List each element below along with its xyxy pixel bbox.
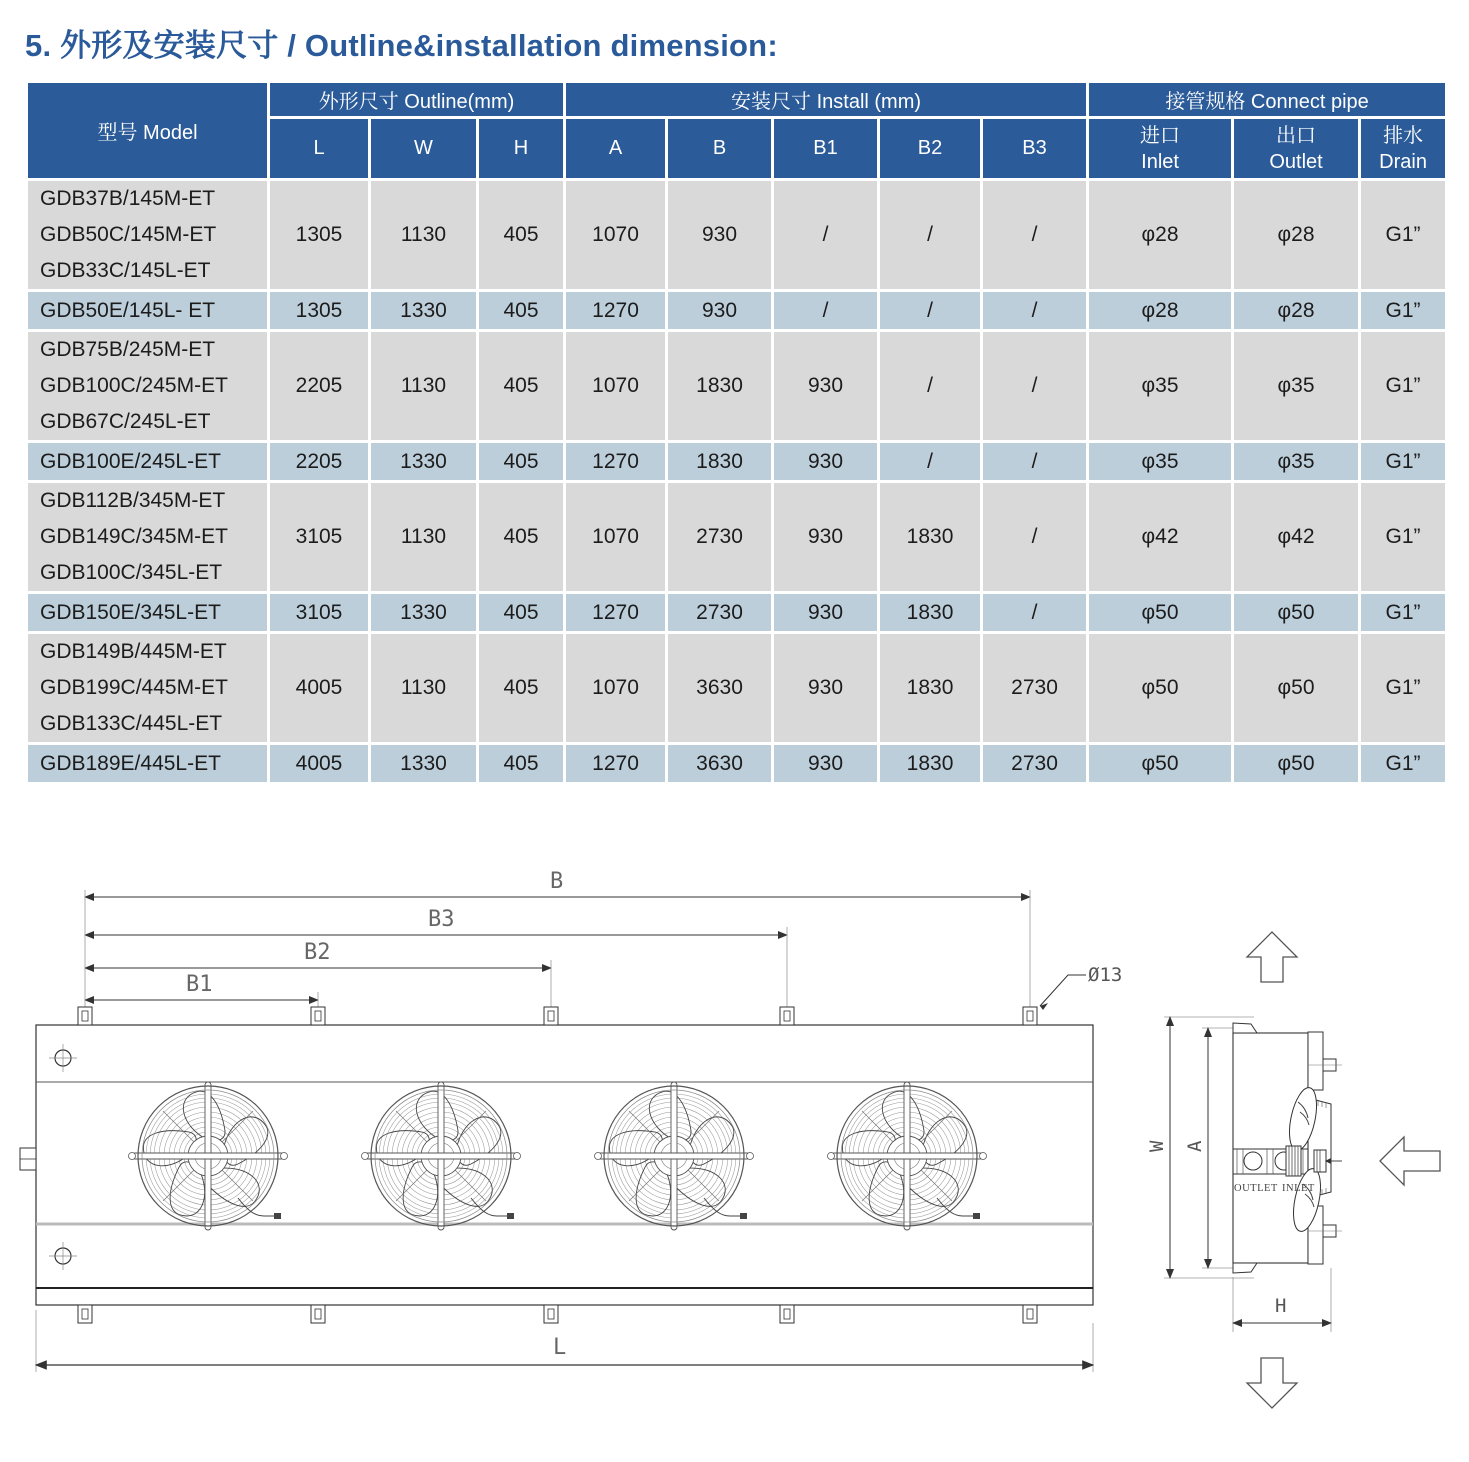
model-names: [27, 744, 269, 784]
model-name: GDB33C/145L-ET: [40, 259, 211, 282]
cell-b1: 930: [773, 331, 879, 442]
dim-label-b2: B2: [304, 940, 331, 965]
cell-l: 4005: [269, 633, 370, 744]
model-names: [27, 442, 269, 482]
cell-l: 1305: [269, 291, 370, 331]
model-names: [27, 633, 269, 744]
col-header-model: 型号 Model: [27, 82, 269, 180]
table-row: [27, 593, 1447, 633]
cell-w: 1130: [370, 180, 478, 291]
cell-w: 1130: [370, 331, 478, 442]
col-header-b2: B2: [879, 118, 982, 180]
col-header-outlet: [1233, 118, 1360, 180]
col-header-b: B: [667, 118, 773, 180]
dim-label-h: H: [1275, 1295, 1287, 1317]
cell-h: 405: [478, 744, 565, 784]
table-row: [27, 633, 1447, 744]
outlet-zh: 出口: [1276, 124, 1317, 147]
cell-w: 1330: [370, 744, 478, 784]
cell-outlet: φ28: [1233, 180, 1360, 291]
cell-b1: 930: [773, 633, 879, 744]
cell-b: 1830: [667, 331, 773, 442]
cell-inlet: φ50: [1088, 744, 1233, 784]
table-row: [27, 482, 1447, 593]
dim-label-a: A: [1184, 1140, 1206, 1152]
cell-b3: /: [982, 593, 1088, 633]
model-name: GDB50E/145L- ET: [40, 298, 216, 322]
cell-h: 405: [478, 291, 565, 331]
table-row: [27, 442, 1447, 482]
model-name: GDB67C/245L-ET: [40, 410, 211, 433]
cell-drain: G1”: [1360, 291, 1447, 331]
cell-l: 3105: [269, 593, 370, 633]
cell-outlet: φ50: [1233, 633, 1360, 744]
dim-label-w: W: [1146, 1140, 1168, 1152]
cell-b2: 1830: [879, 482, 982, 593]
col-header-l: L: [269, 118, 370, 180]
model-names: [27, 331, 269, 442]
cell-b2: 1830: [879, 744, 982, 784]
drain-en: Drain: [1379, 150, 1427, 173]
model-name: GDB100C/245M-ET: [40, 374, 228, 397]
cell-b1: 930: [773, 593, 879, 633]
cell-inlet: φ42: [1088, 482, 1233, 593]
side-view: [1146, 932, 1440, 1408]
cell-h: 405: [478, 593, 565, 633]
cell-b2: /: [879, 442, 982, 482]
cell-inlet: φ35: [1088, 331, 1233, 442]
cell-b3: 2730: [982, 744, 1088, 784]
cell-drain: G1”: [1360, 442, 1447, 482]
dim-l-group: [36, 1310, 1093, 1372]
dimension-table: [25, 80, 1448, 785]
cell-outlet: φ35: [1233, 331, 1360, 442]
table-row: [27, 291, 1447, 331]
cell-a: 1270: [565, 291, 667, 331]
model-name: GDB112B/345M-ET: [40, 489, 226, 512]
cell-a: 1070: [565, 180, 667, 291]
cell-outlet: φ35: [1233, 442, 1360, 482]
cell-b: 930: [667, 291, 773, 331]
cell-b2: 1830: [879, 633, 982, 744]
front-view-dimensions: [85, 897, 1030, 1000]
extension-lines: [85, 890, 1030, 1008]
cell-outlet: φ50: [1233, 744, 1360, 784]
cell-b: 3630: [667, 744, 773, 784]
cell-outlet: φ50: [1233, 593, 1360, 633]
dim-label-b1: B1: [186, 972, 213, 997]
cell-inlet: φ50: [1088, 633, 1233, 744]
cell-l: 2205: [269, 331, 370, 442]
cell-a: 1070: [565, 482, 667, 593]
cell-b: 930: [667, 180, 773, 291]
model-name: GDB75B/245M-ET: [40, 338, 216, 361]
cell-a: 1070: [565, 633, 667, 744]
cell-drain: G1”: [1360, 744, 1447, 784]
model-name: GDB199C/445M-ET: [40, 676, 228, 699]
cell-drain: G1”: [1360, 593, 1447, 633]
technical-drawing: [0, 840, 1469, 1457]
airflow-left-arrow-icon: [1380, 1137, 1440, 1185]
col-header-h: H: [478, 118, 565, 180]
cell-inlet: φ50: [1088, 593, 1233, 633]
airflow-up-arrow-icon: [1247, 932, 1297, 982]
cell-l: 4005: [269, 744, 370, 784]
cell-b2: 1830: [879, 593, 982, 633]
outlet-label: OUTLET: [1234, 1183, 1278, 1194]
drain-zh: 排水: [1383, 124, 1424, 147]
cell-b3: /: [982, 331, 1088, 442]
model-name: GDB100E/245L-ET: [40, 449, 221, 473]
cell-drain: G1”: [1360, 180, 1447, 291]
cell-b3: /: [982, 442, 1088, 482]
cell-h: 405: [478, 180, 565, 291]
col-group-outline: 外形尺寸 Outline(mm): [269, 82, 565, 118]
cell-b: 2730: [667, 482, 773, 593]
cell-b1: /: [773, 291, 879, 331]
cell-drain: G1”: [1360, 633, 1447, 744]
cell-b3: /: [982, 291, 1088, 331]
cell-a: 1070: [565, 331, 667, 442]
dim-label-l: L: [553, 1335, 567, 1360]
cell-w: 1130: [370, 482, 478, 593]
cell-l: 2205: [269, 442, 370, 482]
cell-w: 1130: [370, 633, 478, 744]
cell-a: 1270: [565, 442, 667, 482]
cell-h: 405: [478, 633, 565, 744]
outlet-pipe-icon: [1244, 1152, 1262, 1170]
cell-w: 1330: [370, 442, 478, 482]
outline-drawing-svg: [0, 840, 1469, 1457]
cell-w: 1330: [370, 291, 478, 331]
cell-b2: /: [879, 331, 982, 442]
cell-a: 1270: [565, 744, 667, 784]
model-name: GDB150E/345L-ET: [40, 600, 221, 624]
col-header-b3: B3: [982, 118, 1088, 180]
front-view: [20, 1007, 1093, 1323]
model-name: GDB50C/145M-ET: [40, 223, 217, 246]
airflow-down-arrow-icon: [1247, 1358, 1297, 1408]
inlet-en: Inlet: [1141, 150, 1179, 173]
col-group-pipe: 接管规格 Connect pipe: [1088, 82, 1447, 118]
dim-label-b3: B3: [428, 907, 455, 932]
model-name: GDB149C/345M-ET: [40, 525, 228, 548]
cell-inlet: φ35: [1088, 442, 1233, 482]
cell-outlet: φ42: [1233, 482, 1360, 593]
cell-a: 1270: [565, 593, 667, 633]
model-name: GDB100C/345L-ET: [40, 561, 223, 584]
hole-callout: [1040, 964, 1122, 1010]
cell-l: 3105: [269, 482, 370, 593]
col-header-inlet: [1088, 118, 1233, 180]
cell-inlet: φ28: [1088, 291, 1233, 331]
cell-h: 405: [478, 331, 565, 442]
col-group-install: 安装尺寸 Install (mm): [565, 82, 1088, 118]
cell-b3: /: [982, 482, 1088, 593]
cell-b3: /: [982, 180, 1088, 291]
cell-b3: 2730: [982, 633, 1088, 744]
cell-inlet: φ28: [1088, 180, 1233, 291]
model-names: [27, 482, 269, 593]
cell-b1: /: [773, 180, 879, 291]
dim-label-b: B: [550, 869, 564, 894]
model-name: GDB149B/445M-ET: [40, 640, 227, 663]
cell-outlet: φ28: [1233, 291, 1360, 331]
hole-label: Ø13: [1088, 964, 1123, 986]
cell-b: 3630: [667, 633, 773, 744]
cell-b1: 930: [773, 744, 879, 784]
model-name: GDB133C/445L-ET: [40, 712, 223, 735]
cell-w: 1330: [370, 593, 478, 633]
table-row: [27, 180, 1447, 291]
cell-l: 1305: [269, 180, 370, 291]
cell-b: 2730: [667, 593, 773, 633]
col-header-a: A: [565, 118, 667, 180]
cell-drain: G1”: [1360, 482, 1447, 593]
motor-icon: [1286, 1146, 1342, 1176]
cell-b2: /: [879, 180, 982, 291]
cell-b1: 930: [773, 442, 879, 482]
cell-b1: 930: [773, 482, 879, 593]
model-names: [27, 180, 269, 291]
model-names: [27, 291, 269, 331]
model-name: GDB37B/145M-ET: [40, 187, 216, 210]
col-header-w: W: [370, 118, 478, 180]
cell-h: 405: [478, 442, 565, 482]
page-title: 5. 外形及安装尺寸 / Outline&installation dimension:: [25, 28, 778, 63]
model-name: GDB189E/445L-ET: [40, 751, 221, 775]
inlet-zh: 进口: [1140, 124, 1181, 147]
col-header-drain: [1360, 118, 1447, 180]
cell-b2: /: [879, 291, 982, 331]
outlet-en: Outlet: [1269, 150, 1323, 173]
table-row: [27, 744, 1447, 784]
model-names: [27, 593, 269, 633]
col-header-b1: B1: [773, 118, 879, 180]
cell-b: 1830: [667, 442, 773, 482]
cell-drain: G1”: [1360, 331, 1447, 442]
cell-h: 405: [478, 482, 565, 593]
table-row: [27, 331, 1447, 442]
inlet-label: INLET: [1282, 1183, 1315, 1194]
